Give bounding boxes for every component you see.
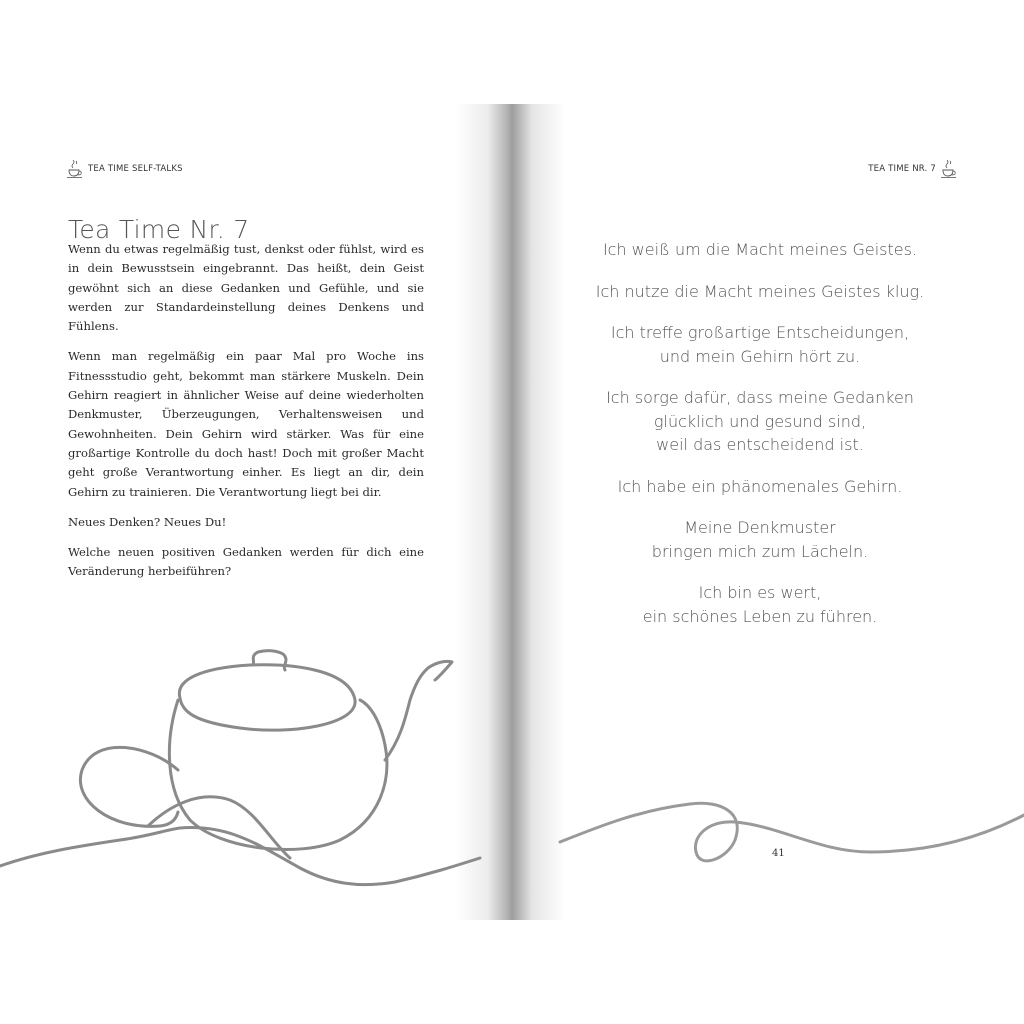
wave-line-left bbox=[0, 828, 480, 885]
affirmation-line: Ich bin es wert, bbox=[698, 583, 822, 602]
affirmation-line: und mein Gehirn hört zu. bbox=[659, 346, 861, 366]
wave-line-right bbox=[560, 803, 1024, 861]
teapot-lid bbox=[179, 665, 355, 730]
paragraph: Welche neuen positiven Gedanken werden für dich eine Veränderung herbeiführen? bbox=[68, 545, 424, 579]
paragraph: Wenn man regelmäßig ein paar Mal pro Woche ins Fitnessstudio geht, bekommt man stärkere Muskeln. Dein Gehirn reagiert in ähnlicher Weise auf deine wiederholten Denkmuster, Überzeugungen, Verhaltensweisen und Gewohnheiten. Dein Gehirn wird stärker. Was für eine großartige Kontrolle du doch hast! Doch mit großer Macht geht große Verantwortung einher. Es liegt an dir, dein Gehirn zu trainieren. Die Verantwortung liegt bei dir. bbox=[68, 349, 424, 499]
teapot-spout bbox=[385, 661, 452, 760]
paragraph: Wenn du etwas regelmäßig tust, denkst oder fühlst, wird es in dein Bewusstsein eingebrannt. Das heißt, dein Geist gewöhnt sich an diese Gedanken und Gefühle, und sie werden zur Standardeinstellung deines Denkens und Fühlens. bbox=[68, 242, 424, 334]
affirmation-line: Ich weiß um die Macht meines Geistes. bbox=[602, 240, 918, 259]
affirmation-line: bringen mich zum Lächeln. bbox=[651, 541, 869, 561]
affirmation-line: weil das entscheidend ist. bbox=[656, 435, 864, 454]
left-running-head-text: TEA TIME SELF-TALKS bbox=[88, 164, 183, 174]
teapot-knob bbox=[253, 651, 286, 670]
paragraph: Neues Denken? Neues Du! bbox=[68, 514, 227, 529]
chapter-title: Tea Time Nr. 7 bbox=[68, 214, 250, 244]
affirmation-line: Ich habe ein phänomenales Gehirn. bbox=[617, 476, 903, 496]
right-running-head-text: TEA TIME NR. 7 bbox=[868, 164, 936, 174]
affirmation-line: Ich nutze die Macht meines Geistes klug. bbox=[595, 281, 925, 301]
affirmation-line: Ich sorge dafür, dass meine Gedanken bbox=[606, 388, 914, 407]
affirmation-line: glücklich und gesund sind, bbox=[653, 411, 867, 431]
affirmation-line: Meine Denkmuster bbox=[684, 518, 836, 537]
affirmation-line: Ich treffe großartige Entscheidungen, bbox=[610, 323, 910, 342]
affirmation-line: ein schönes Leben zu führen. bbox=[642, 606, 878, 626]
page-number: 41 bbox=[772, 848, 785, 859]
